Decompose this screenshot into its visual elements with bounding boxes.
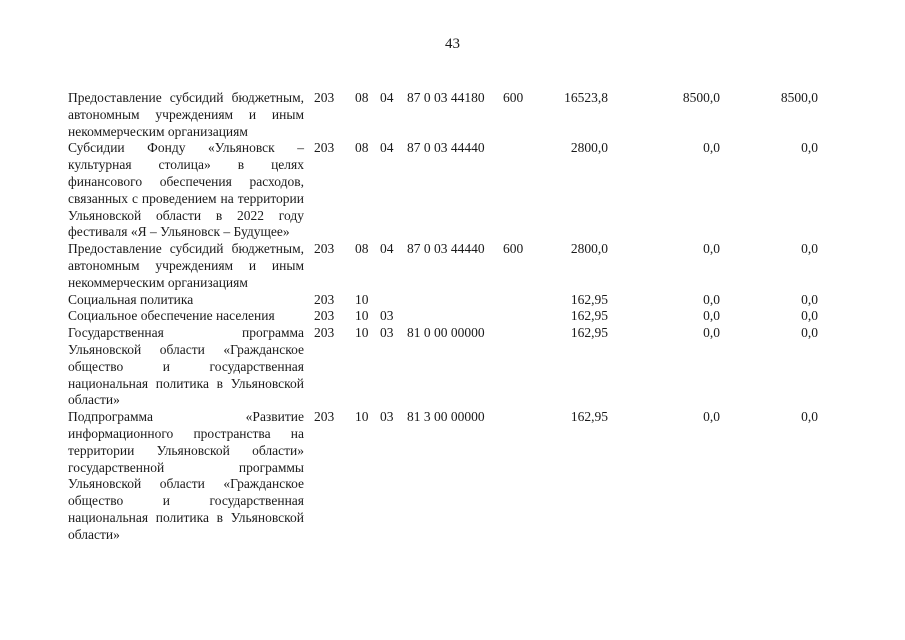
row-pr: 03 (380, 409, 394, 425)
row-ved: 203 (314, 308, 335, 324)
row-value-2: 0,0 (703, 241, 720, 257)
row-rz: 08 (355, 140, 369, 156)
row-name: Предоставление субсидий бюджетным, автономным учреждениям и иным некоммерческим организациям (68, 90, 304, 139)
row-value-3: 0,0 (801, 308, 818, 324)
row-vr: 600 (503, 241, 524, 257)
row-value-3: 0,0 (801, 291, 818, 307)
row-value-2: 0,0 (703, 325, 720, 341)
row-ved: 203 (314, 241, 335, 257)
row-name: Социальная политика (68, 291, 194, 307)
row-csr: 81 3 00 00000 (407, 409, 485, 425)
row-csr: 87 0 03 44440 (407, 140, 485, 156)
row-name: Подпрограмма «Развитие информационного пространства на территории Ульяновской области» государственной программы Ульяновской области «Гражданское общество и государственная национальная политика в Ульяновской области» (68, 409, 304, 542)
row-csr: 87 0 03 44180 (407, 90, 485, 105)
row-name: Государственная программа Ульяновской области «Гражданское общество и государственная национальная политика в Ульяновской области» (68, 325, 304, 408)
row-value-1: 162,95 (570, 325, 608, 341)
row-csr: 87 0 03 44440 (407, 241, 485, 257)
row-value-3: 0,0 (801, 409, 818, 425)
table-row (68, 409, 838, 543)
row-value-3: 0,0 (801, 241, 818, 257)
table-row (68, 90, 838, 140)
row-pr: 03 (380, 325, 394, 341)
row-name: Предоставление субсидий бюджетным, автономным учреждениям и иным некоммерческим организациям (68, 241, 304, 290)
row-name: Субсидии Фонду «Ульяновск – культурная столица» в целях финансового обеспечения расходов, связанных с проведением на территории Ульяновской области в 2022 году фестиваля «Я – Ульяновск – Будущее» (68, 140, 304, 240)
row-value-1: 162,95 (570, 409, 608, 425)
row-value-1: 162,95 (570, 291, 608, 307)
row-csr: 81 0 00 00000 (407, 325, 485, 341)
table-row (68, 241, 838, 291)
row-value-3: 0,0 (801, 140, 818, 156)
row-value-1: 2800,0 (570, 140, 608, 156)
row-value-1: 2800,0 (570, 241, 608, 257)
row-value-1: 162,95 (570, 308, 608, 324)
row-pr: 04 (380, 241, 394, 257)
row-ved: 203 (314, 409, 335, 425)
row-value-2: 0,0 (703, 291, 720, 307)
page-number: 43 (445, 36, 460, 52)
row-rz: 10 (355, 409, 369, 425)
row-value-2: 0,0 (703, 308, 720, 324)
table-row (68, 292, 838, 309)
row-name: Социальное обеспечение населения (68, 308, 275, 324)
row-pr: 04 (380, 90, 394, 105)
row-value-2: 8500,0 (682, 90, 720, 105)
row-pr: 04 (380, 140, 394, 156)
table-row (68, 308, 838, 325)
row-rz: 10 (355, 291, 369, 307)
row-ved: 203 (314, 90, 335, 105)
row-value-2: 0,0 (703, 409, 720, 425)
table-row (68, 325, 838, 409)
row-ved: 203 (314, 291, 335, 307)
row-value-3: 8500,0 (780, 90, 818, 105)
row-value-2: 0,0 (703, 140, 720, 156)
row-ved: 203 (314, 325, 335, 341)
table-row (68, 140, 838, 241)
budget-table (68, 90, 838, 544)
row-value-1: 16523,8 (564, 90, 608, 105)
row-rz: 10 (355, 308, 369, 324)
row-rz: 08 (355, 90, 369, 105)
row-value-3: 0,0 (801, 325, 818, 341)
row-ved: 203 (314, 140, 335, 156)
row-rz: 10 (355, 325, 369, 341)
row-vr: 600 (503, 90, 524, 105)
row-pr: 03 (380, 308, 394, 324)
row-rz: 08 (355, 241, 369, 257)
